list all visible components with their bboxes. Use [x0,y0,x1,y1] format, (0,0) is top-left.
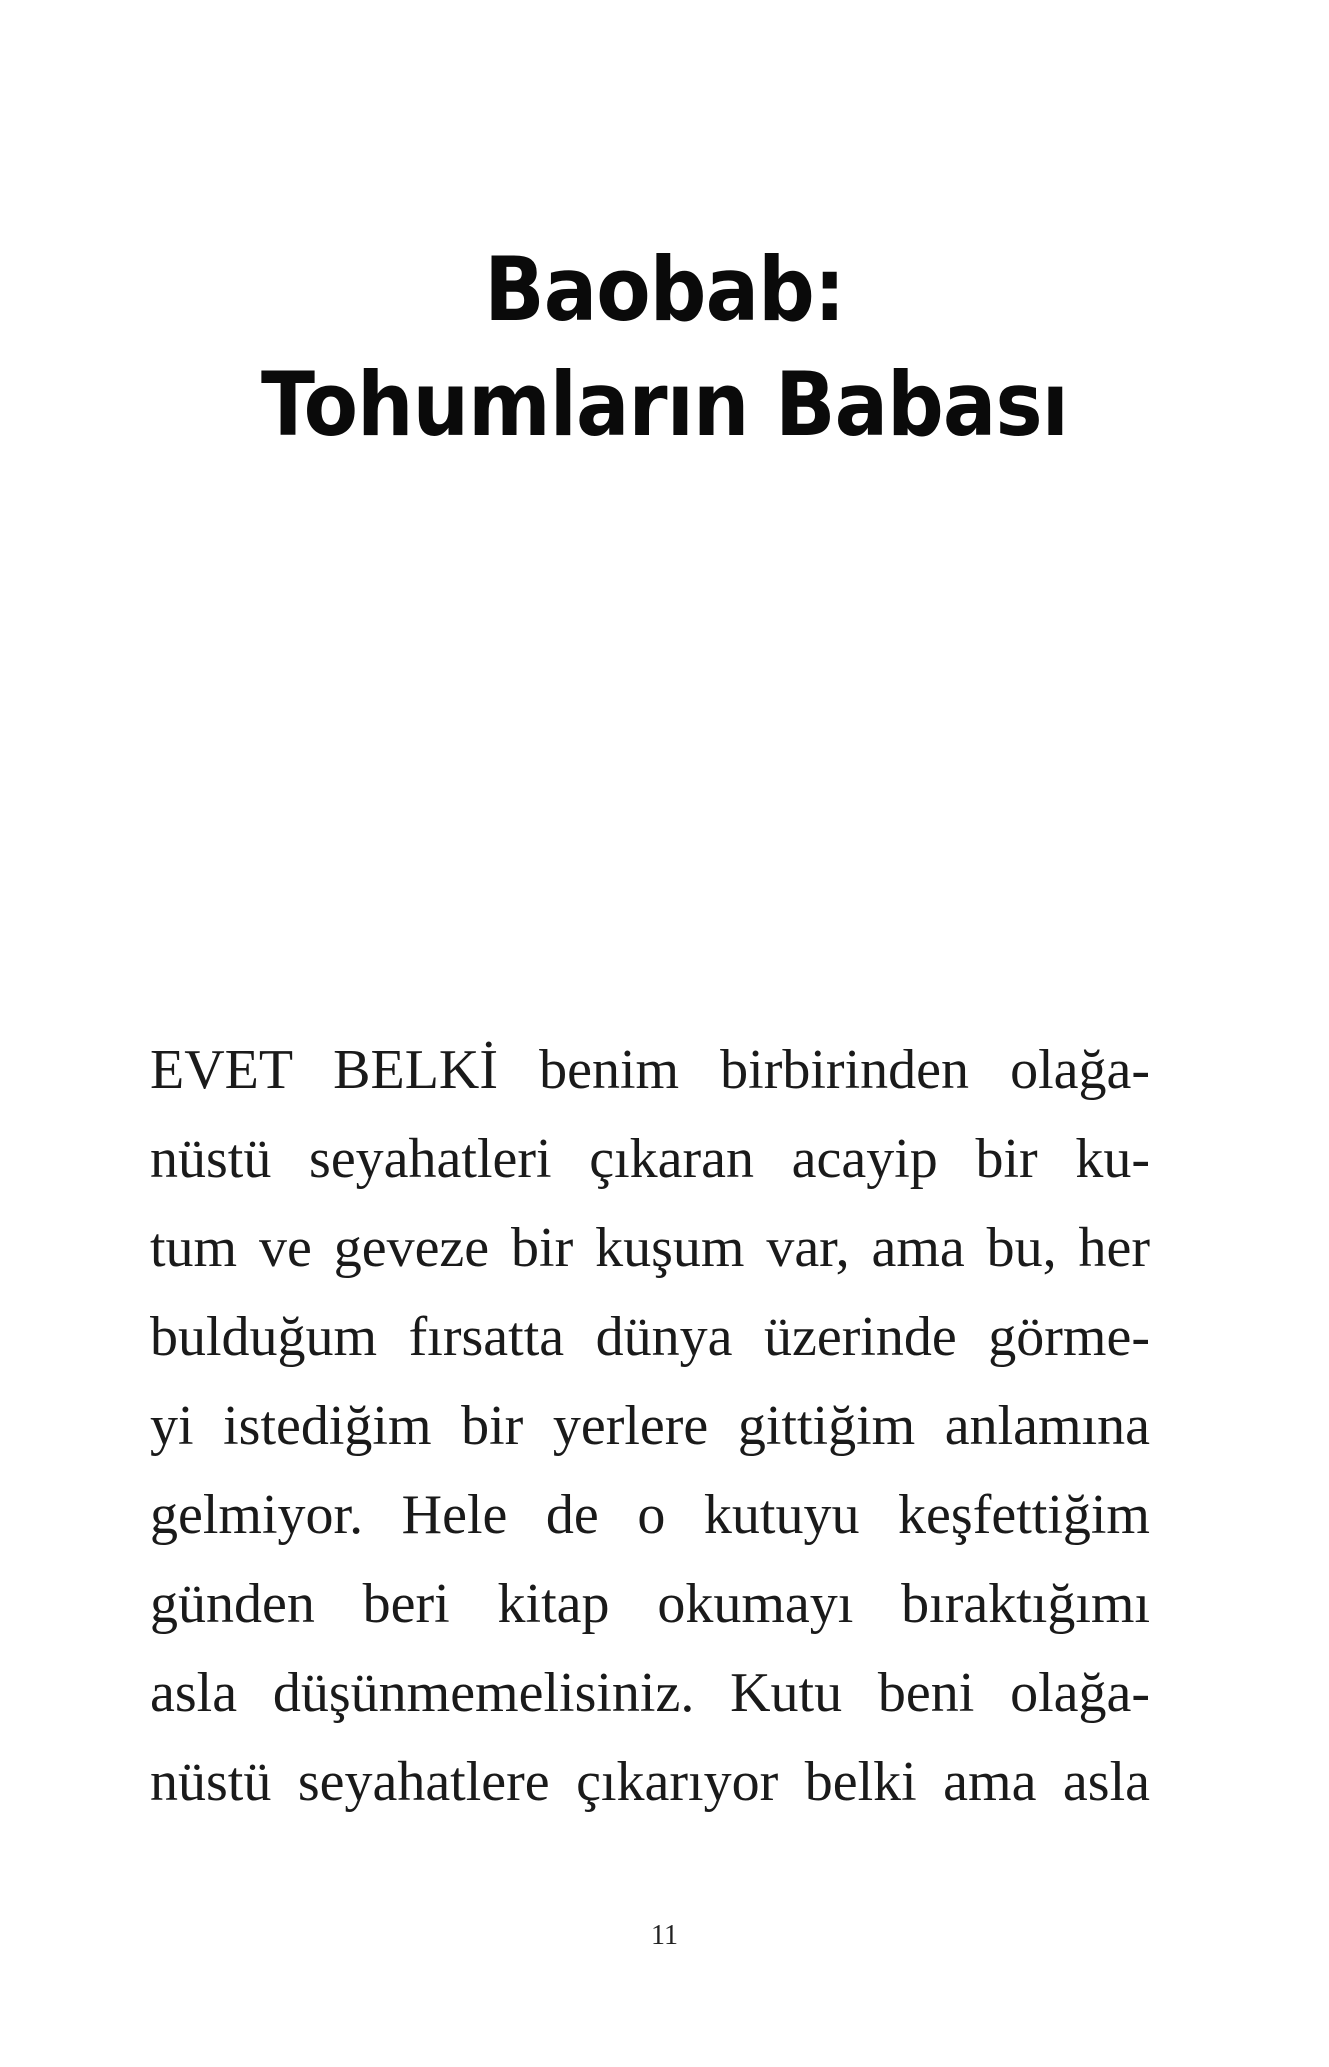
chapter-title-line-2: Tohumların Babası [261,353,1068,456]
text-line: gelmiyor. Hele de o kutuyu keşfettiğim [150,1484,1150,1546]
text-line: tum ve geveze bir kuşum var, ama bu, her [150,1217,1150,1279]
text-line: bulduğum fırsatta dünya üzerinde görme- [150,1306,1150,1368]
text-line: günden beri kitap okumayı bıraktığımı [150,1573,1150,1635]
text-line: yi istediğim bir yerlere gittiğim anlamına [150,1395,1150,1457]
chapter-title [66,232,1262,462]
text-line: nüstü seyahatleri çıkaran acayip bir ku- [150,1128,1150,1190]
chapter-title-line-1: Baobab: [484,238,845,341]
text-line: asla düşünmemelisiniz. Kutu beni olağa- [150,1662,1150,1724]
text-line: nüstü seyahatlere çıkarıyor belki ama asla [150,1751,1150,1813]
page-number: 11 [651,1920,678,1951]
body-paragraph [150,1026,1150,1827]
text-line: EVET BELKİ benim birbirinden olağa- [150,1039,1150,1101]
